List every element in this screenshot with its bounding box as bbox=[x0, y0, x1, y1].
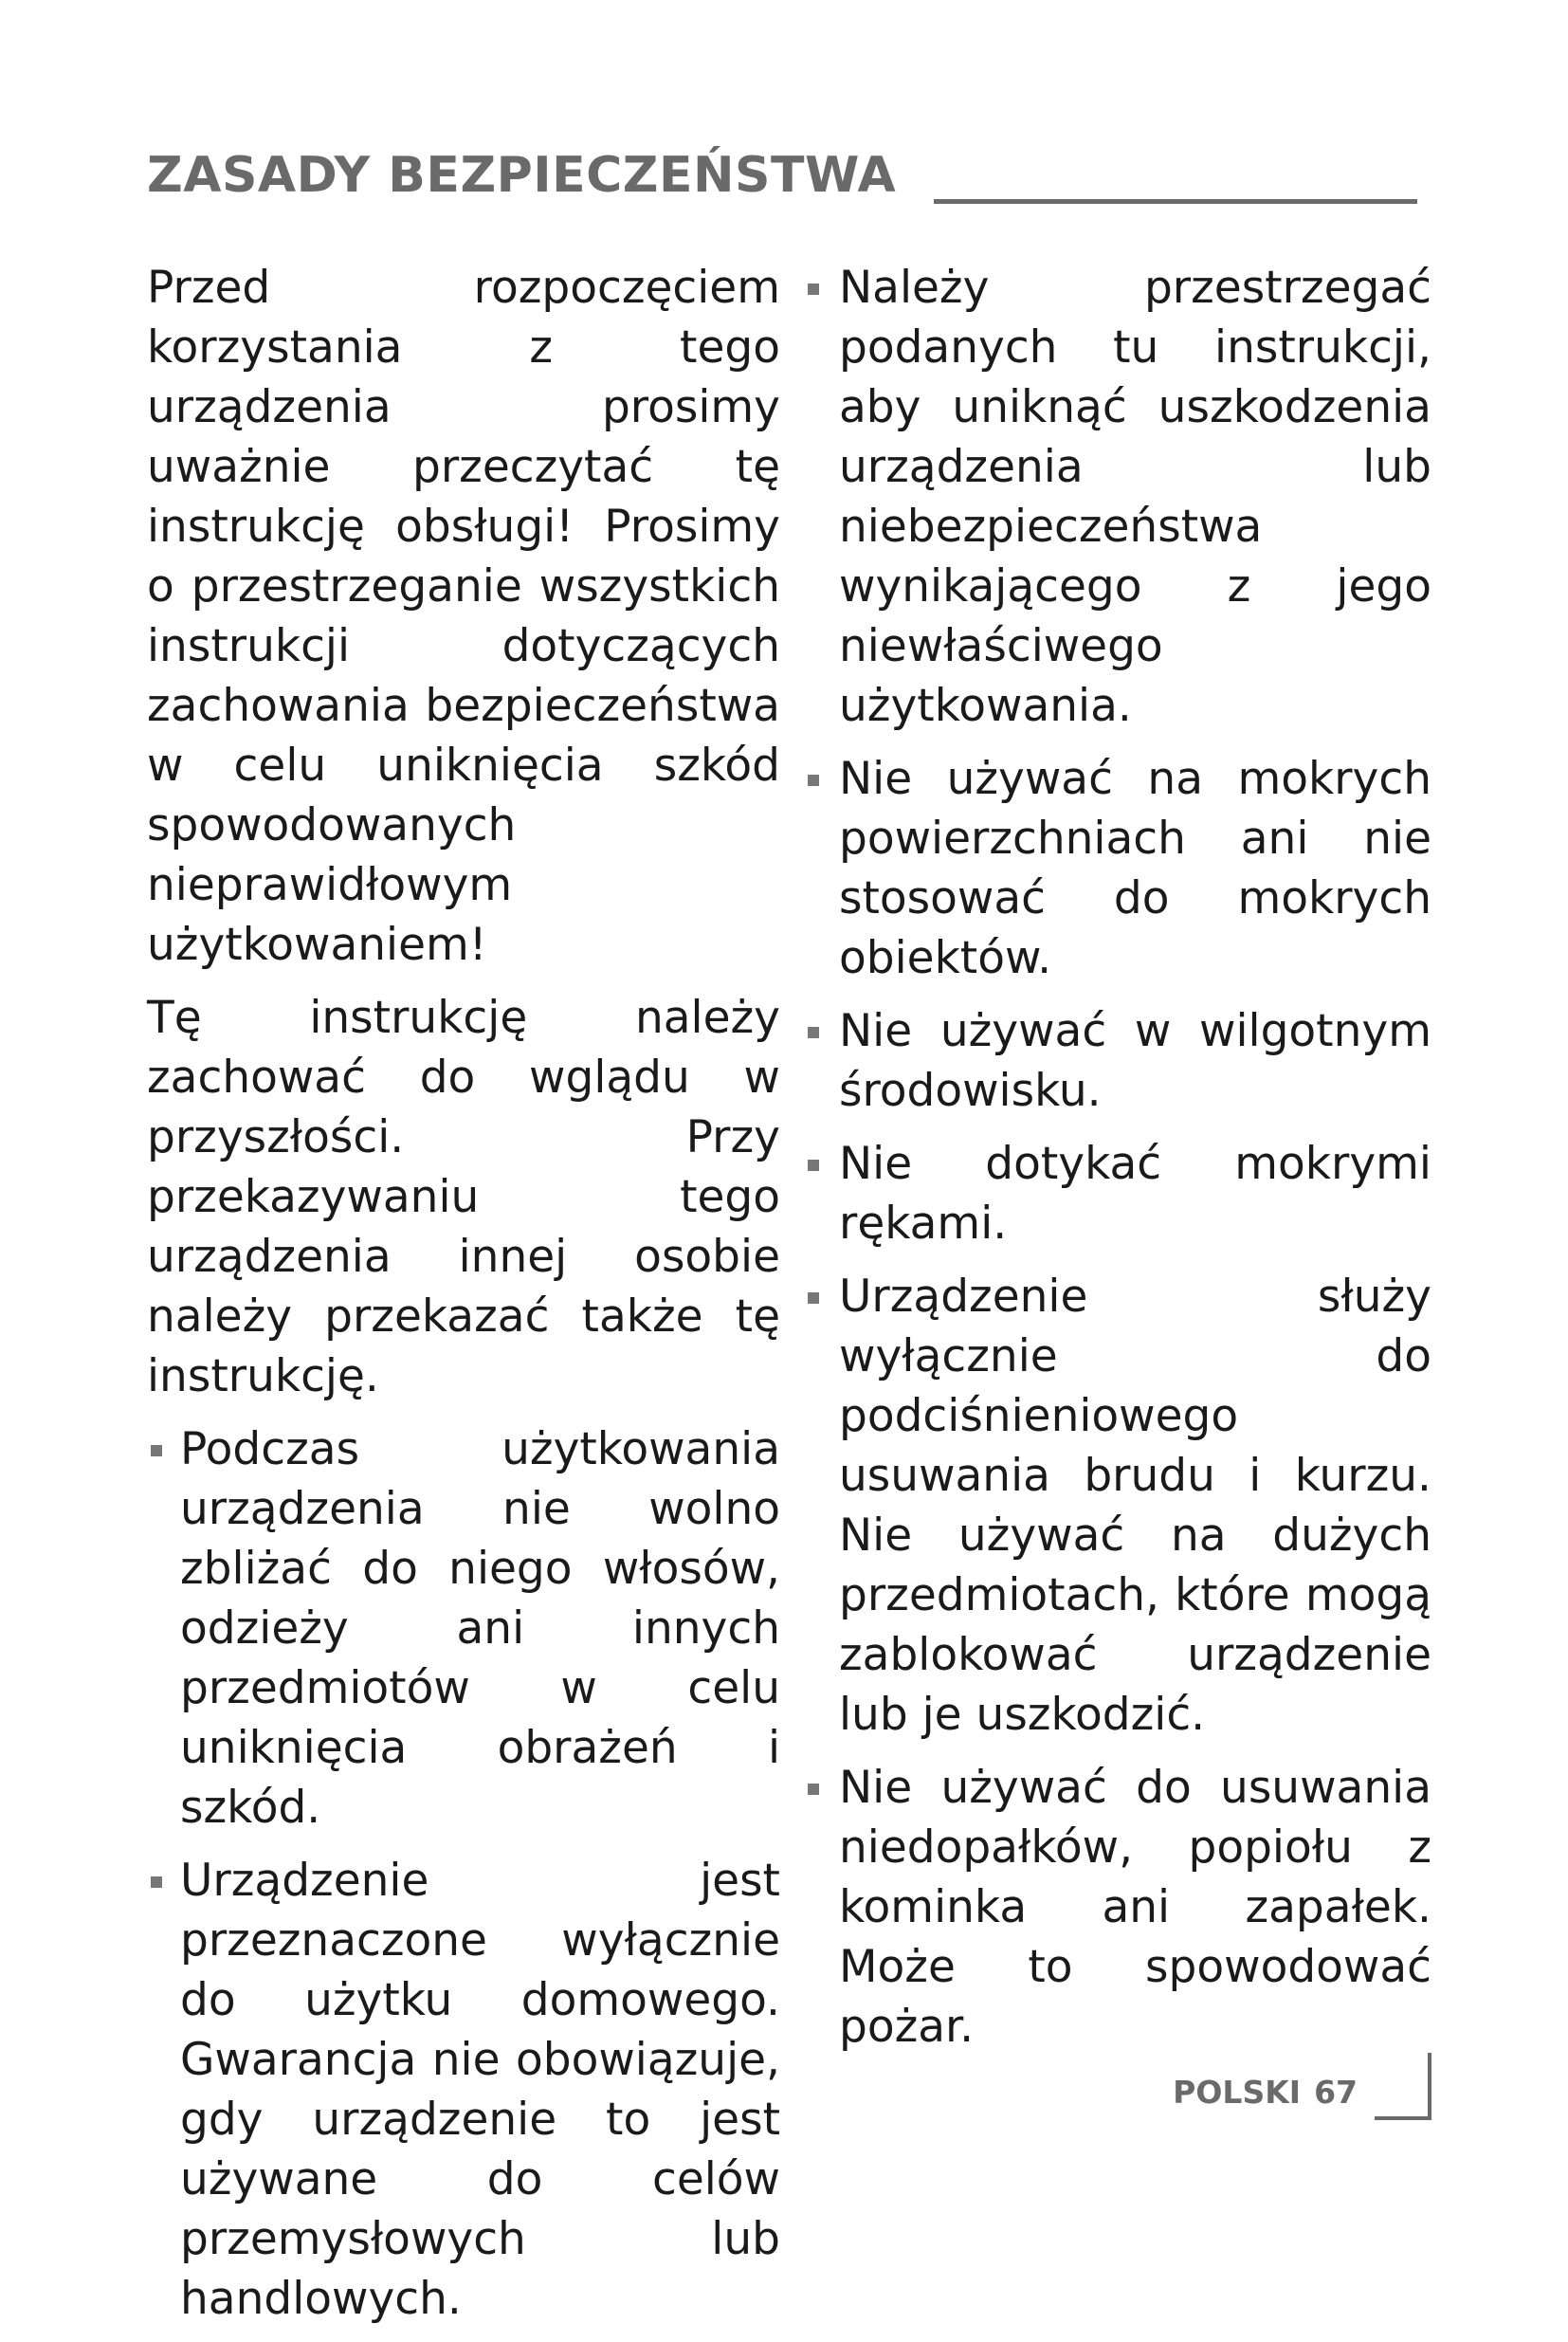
safety-bullet-hair-clothing bbox=[147, 1419, 780, 1838]
safety-bullet-household-use bbox=[147, 1851, 780, 2329]
safety-bullet-wet-hands bbox=[804, 1134, 1431, 1253]
safety-bullet-humid-environment bbox=[804, 1001, 1431, 1121]
bullet-text: Urządzenie służy wyłącznie do podciśnieniowego usuwania brudu i kurzu. Nie używać na dużych przedmiotach, które mogą zablokować urządzenie lub je uszkodzić. bbox=[839, 1271, 1431, 1741]
right-column bbox=[804, 258, 1431, 2070]
bullet-square-icon bbox=[808, 1292, 819, 1304]
footer-bracket-vertical bbox=[1428, 2053, 1431, 2120]
bullet-text: Podczas użytkowania urządzenia nie wolno zbliżać do niego włosów, odzieży ani innych przedmiotów w celu uniknięcia obrażeń i szkód. bbox=[180, 1423, 780, 1834]
footer-label bbox=[1173, 2074, 1358, 2112]
safety-bullet-follow-instructions bbox=[804, 258, 1431, 736]
bullet-square-icon bbox=[151, 1876, 162, 1888]
bullet-square-icon bbox=[808, 775, 819, 786]
bullet-text: Nie używać na mokrych powierzchniach ani nie stosować do mokrych obiektów. bbox=[839, 753, 1431, 984]
left-column bbox=[147, 258, 780, 2342]
bullet-text: Nie używać do usuwania niedopałków, popiołu z kominka ani zapałek. Może to spowodować pożar. bbox=[839, 1762, 1431, 2053]
bullet-text: Nie dotykać mokrymi rękami. bbox=[839, 1138, 1431, 1250]
footer-bracket-horizontal bbox=[1375, 2116, 1431, 2120]
section-header bbox=[147, 142, 1417, 209]
title-rule bbox=[934, 199, 1417, 204]
bullet-text: Należy przestrzegać podanych tu instrukcji, aby uniknąć uszkodzenia urządzenia lub niebezpieczeństwa wynikającego z jego niewłaściwego użytkowania. bbox=[839, 262, 1431, 732]
section-title: ZASADY BEZPIECZEŃSTWA bbox=[147, 147, 897, 204]
page-footer bbox=[1138, 2053, 1431, 2129]
bullet-square-icon bbox=[808, 1784, 819, 1795]
bullet-square-icon bbox=[808, 284, 819, 295]
footer-language: POLSKI bbox=[1173, 2074, 1302, 2111]
keep-instructions-paragraph: Tę instrukcję należy zachować do wglądu w przyszłości. Przy przekazywaniu tego urządzenia innej osobie należy przekazać także tę instrukcję. bbox=[147, 992, 780, 1402]
bullet-square-icon bbox=[151, 1445, 162, 1456]
bullet-text: Nie używać w wilgotnym środowisku. bbox=[839, 1005, 1431, 1117]
safety-bullet-fire-hazard bbox=[804, 1758, 1431, 2057]
page-number: 67 bbox=[1314, 2074, 1358, 2111]
safety-bullet-intended-use bbox=[804, 1267, 1431, 1745]
bullet-text: Urządzenie jest przeznaczone wyłącznie do użytku domowego. Gwarancja nie obowiązuje, gdy urządzenie to jest używane do celów przemysłowych lub handlowych. bbox=[180, 1855, 780, 2325]
safety-bullet-wet-surfaces bbox=[804, 749, 1431, 988]
bullet-square-icon bbox=[808, 1027, 819, 1038]
intro-paragraph: Przed rozpoczęciem korzystania z tego urządzenia prosimy uważnie przeczytać tę instrukcję obsługi! Prosimy o przestrzeganie wszystkich instrukcji dotyczących zachowania bezpieczeństwa w celu uniknięcia szkód spowodowanych nieprawidłowym użytkowaniem! bbox=[147, 262, 780, 971]
bullet-square-icon bbox=[808, 1160, 819, 1171]
